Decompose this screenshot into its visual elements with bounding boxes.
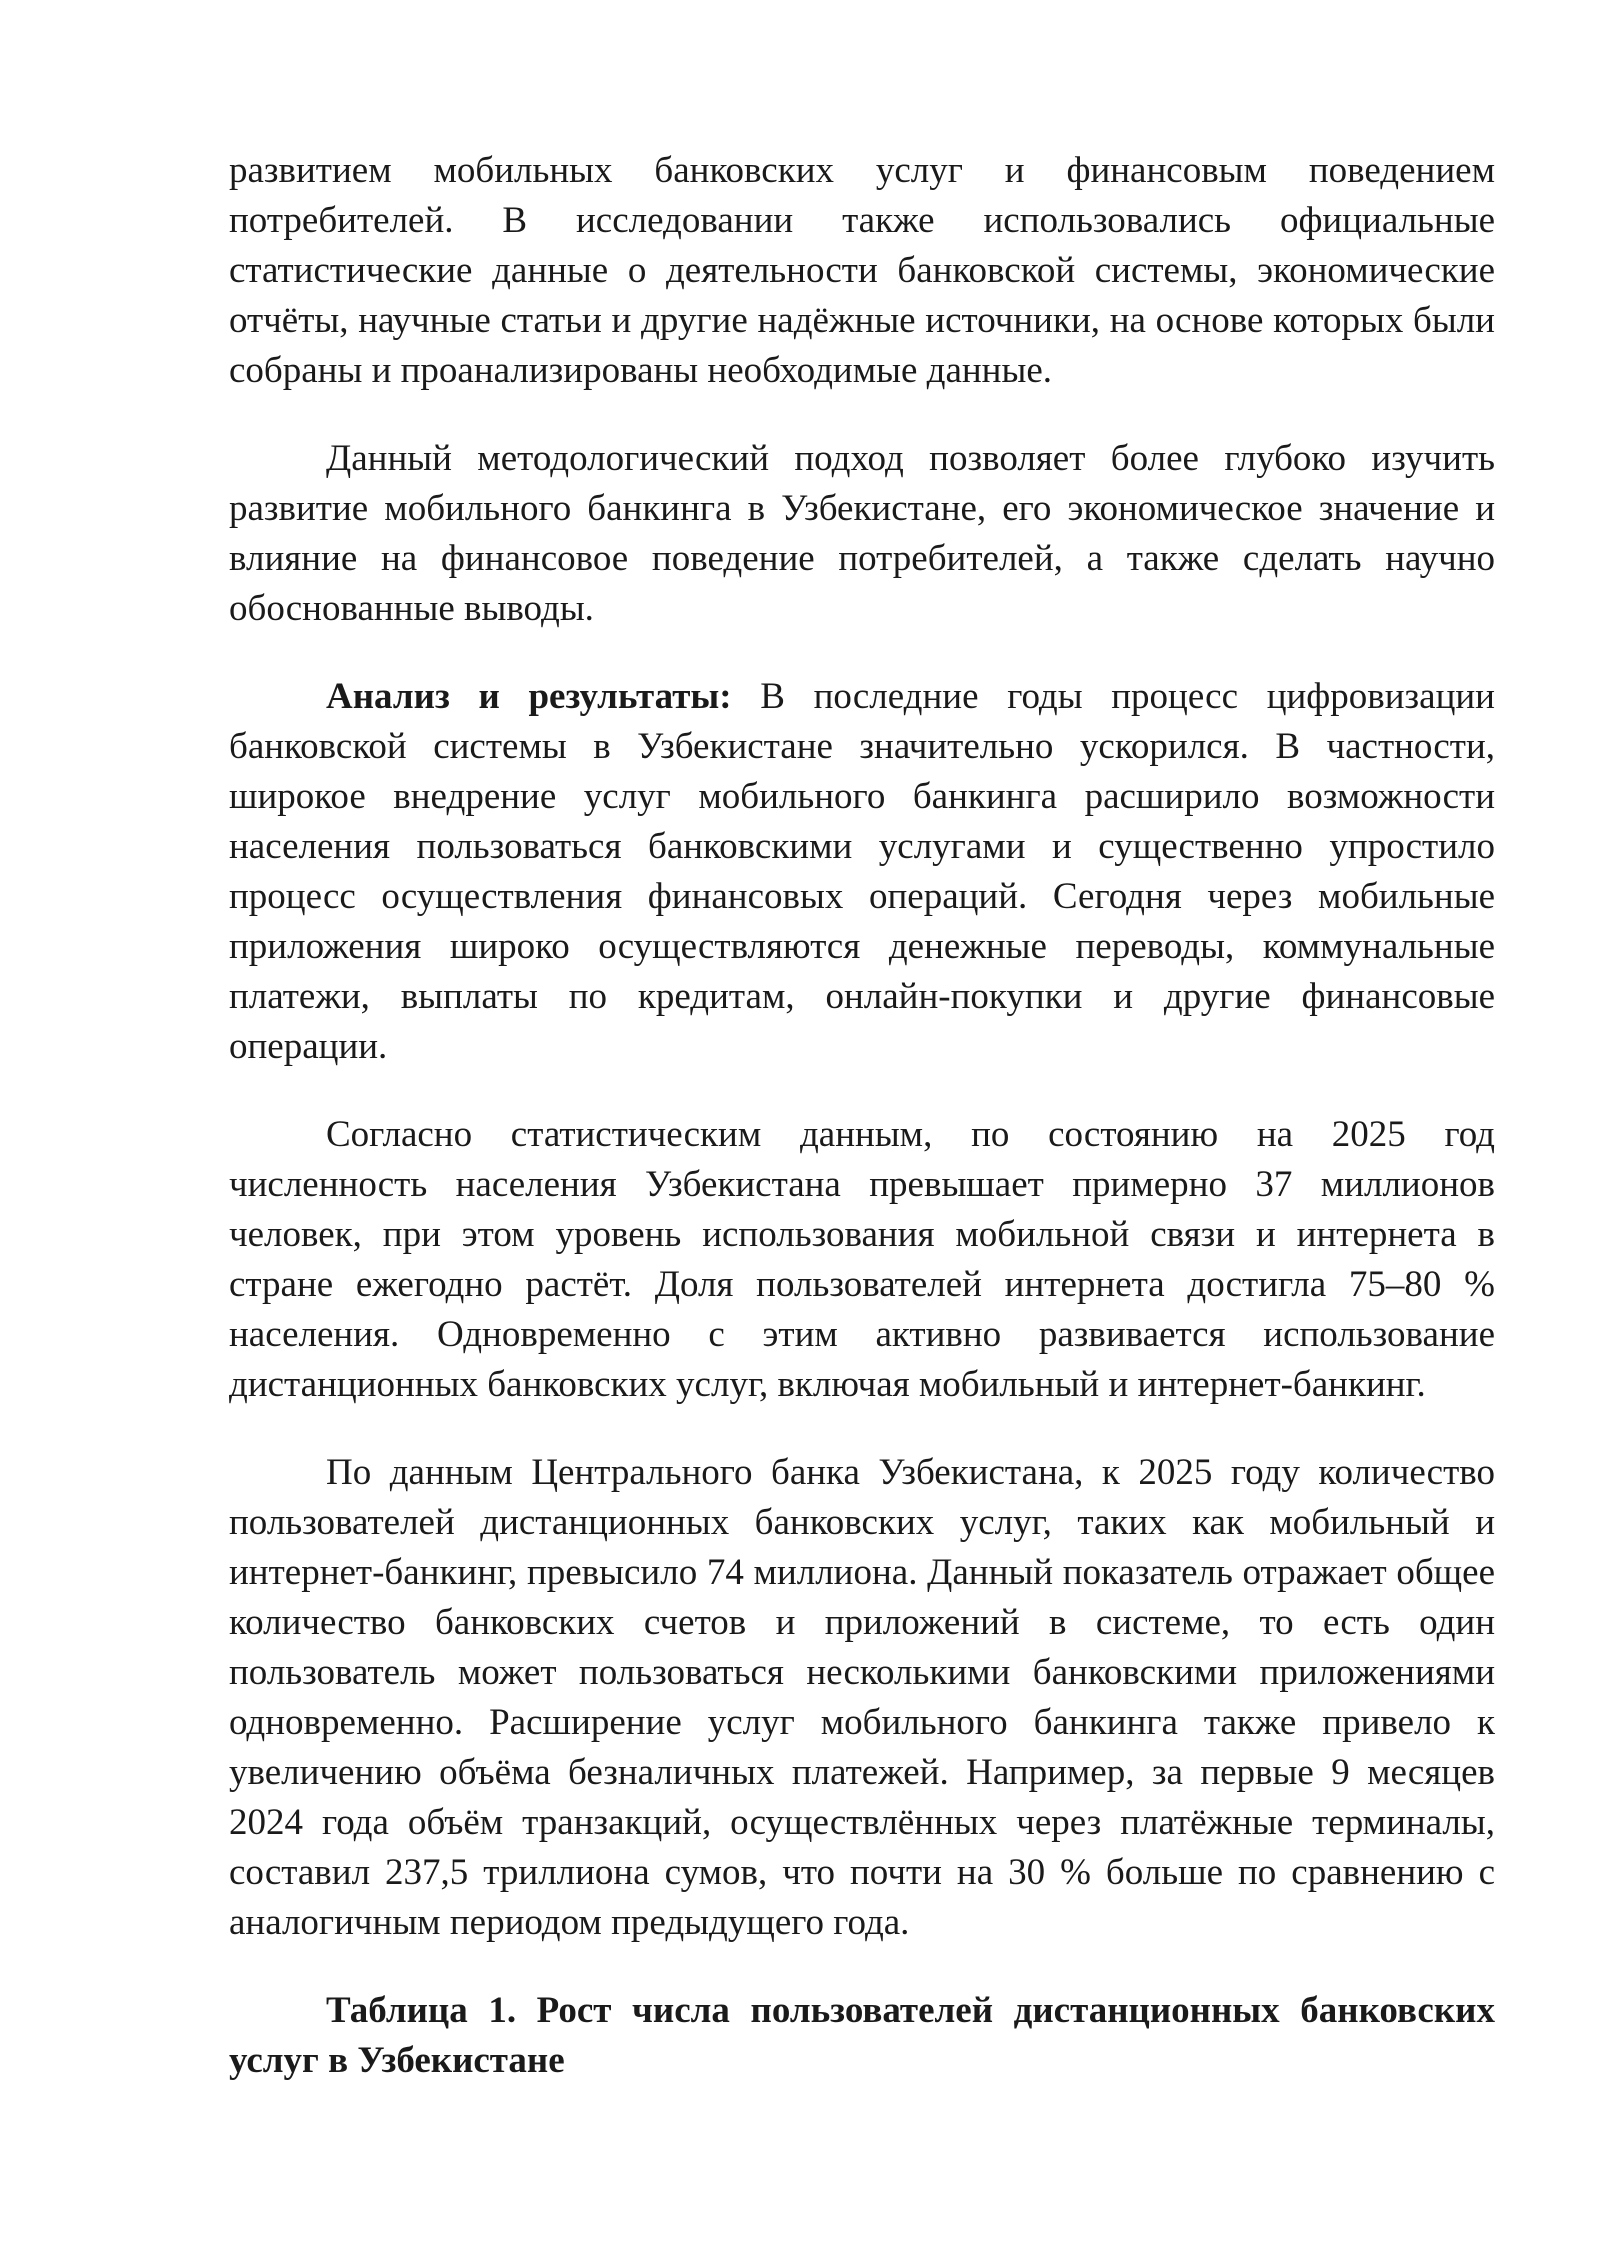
paragraph-methods-sources: развитием мобильных банковских услуг и финансовым поведением потребителей. В исследовании также использовались официальные статистические данные о деятельности банковской системы, экономические отчёты, научные статьи и другие надёжные источники, на основе которых были собраны и проанализированы необходимые данные. xyxy=(229,150,1495,391)
section-heading-analysis: Анализ и результаты: xyxy=(326,676,732,717)
paragraph-analysis-body: В последние годы процесс цифровизации банковской системы в Узбекистане значительно ускорился. В частности, широкое внедрение услуг мобильного банкинга расширило возможности населения пользоваться банковскими услугами и существенно упростило процесс осуществления финансовых операций. Сегодня через мобильные приложения широко осуществляются денежные переводы, коммунальные платежи, выплаты по кредитам, онлайн-покупки и другие финансовые операции. xyxy=(229,676,1495,1067)
paragraph-analysis-results xyxy=(229,672,1495,1072)
paragraph-statistics: Согласно статистическим данным, по состоянию на 2025 год численность населения Узбекистана превышает примерно 37 миллионов человек, при этом уровень использования мобильной связи и интернета в стране ежегодно растёт. Доля пользователей интернета достигла 75–80 % населения. Одновременно с этим активно развивается использование дистанционных банковских услуг, включая мобильный и интернет-банкинг. xyxy=(229,1114,1495,1405)
document-page xyxy=(229,146,1495,2086)
table-caption: Таблица 1. Рост числа пользователей дистанционных банковских услуг в Узбекистане xyxy=(229,1990,1495,2081)
paragraph-methodology: Данный методологический подход позволяет более глубоко изучить развитие мобильного банкинга в Узбекистане, его экономическое значение и влияние на финансовое поведение потребителей, а также сделать научно обоснованные выводы. xyxy=(229,438,1495,629)
paragraph-central-bank: По данным Центрального банка Узбекистана, к 2025 году количество пользователей дистанционных банковских услуг, таких как мобильный и интернет-банкинг, превысило 74 миллиона. Данный показатель отражает общее количество банковских счетов и приложений в системе, то есть один пользователь может пользоваться несколькими банковскими приложениями одновременно. Расширение услуг мобильного банкинга также привело к увеличению объёма безналичных платежей. Например, за первые 9 месяцев 2024 года объём транзакций, осуществлённых через платёжные терминалы, составил 237,5 триллиона сумов, что почти на 30 % больше по сравнению с аналогичным периодом предыдущего года. xyxy=(229,1452,1495,1943)
